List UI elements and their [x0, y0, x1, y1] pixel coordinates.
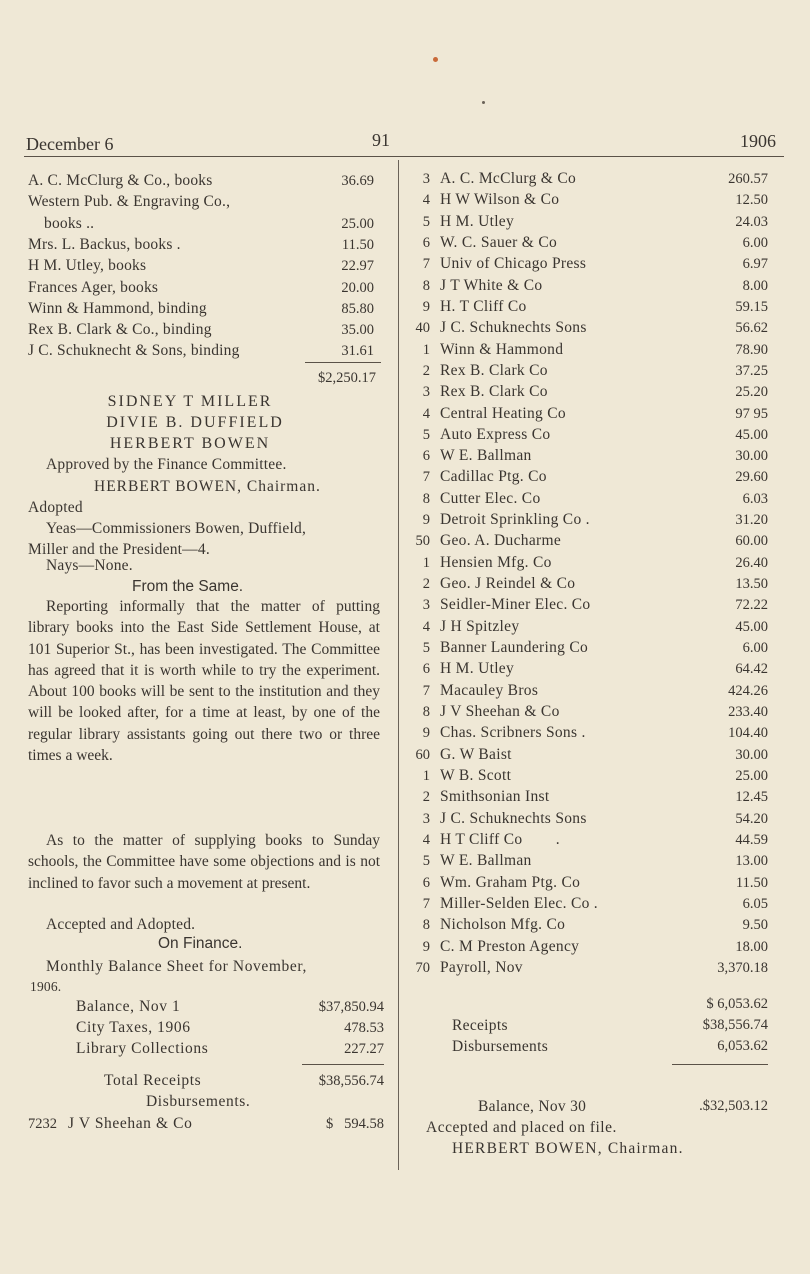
left-bill-name: Mrs. L. Backus, books .: [28, 236, 181, 253]
balance-sheet-year: 1906.: [30, 979, 62, 994]
disb-payee: H. T Cliff Co: [440, 298, 527, 315]
disb-code: 9: [422, 939, 430, 955]
disb-amount: 45.00: [735, 619, 768, 635]
disb-amount: 44.59: [735, 832, 768, 848]
left-bill-name: books ..: [44, 215, 95, 232]
disb-amount: 9.50: [742, 917, 768, 933]
disb-code: 4: [422, 619, 430, 635]
receipt-label: City Taxes, 1906: [76, 1019, 191, 1036]
left-sum-rule: [305, 362, 381, 363]
disb-amount: 26.40: [735, 555, 768, 571]
disb-code: 1: [422, 555, 430, 571]
disb-code: 50: [415, 533, 430, 549]
disb-amount: 104.40: [728, 725, 768, 741]
left-bill-amount: 36.69: [341, 173, 374, 189]
disb-payee: W B. Scott: [440, 767, 512, 784]
disb-amount: 18.00: [735, 939, 768, 955]
left-bill-name: Frances Ager, books: [28, 279, 159, 296]
disb-code: 5: [422, 640, 430, 656]
left-bill-amount: 31.61: [341, 343, 374, 359]
disb-code: 8: [422, 491, 430, 507]
disb-code: 7: [422, 683, 430, 699]
signatory-bowen: HERBERT BOWEN: [109, 435, 271, 452]
disb-code: 8: [422, 917, 430, 933]
disb-payee: Central Heating Co: [440, 405, 566, 422]
disb-code: 60: [415, 747, 430, 763]
disb-payee: Univ of Chicago Press: [440, 255, 587, 272]
right-subtotal: $ 6,053.62: [706, 996, 768, 1012]
disb-amount: 13.50: [735, 576, 768, 592]
disb-amount: 260.57: [728, 171, 768, 187]
disb-amount: 6.00: [742, 640, 768, 656]
ink-speck: [482, 101, 485, 104]
yeas-line-2: Miller and the President—4.: [28, 541, 210, 558]
accepted-adopted: Accepted and Adopted.: [46, 916, 196, 933]
disb-payee: Winn & Hammond: [440, 341, 564, 358]
disb-code: 9: [422, 299, 430, 315]
header-date: December 6: [26, 134, 114, 154]
disb-code: 1: [422, 342, 430, 358]
disb-payee: H W Wilson & Co: [440, 191, 560, 208]
left-bill-name: H M. Utley, books: [28, 257, 147, 274]
column-divider: [398, 160, 399, 1170]
disb-payee: Wm. Graham Ptg. Co: [440, 874, 581, 891]
disb-code: 8: [422, 278, 430, 294]
receipt-label: Library Collections: [76, 1040, 209, 1057]
disb-payee: A. C. McClurg & Co: [440, 170, 577, 187]
disb-code: 5: [422, 214, 430, 230]
disb-code: 40: [415, 320, 430, 336]
disb-code: 2: [422, 363, 430, 379]
disb-amount: 233.40: [728, 704, 768, 720]
receipts-amount: $38,556.74: [702, 1017, 768, 1033]
disb-code: 3: [422, 597, 430, 613]
from-same-heading: From the Same.: [132, 578, 244, 595]
disb-amount: 59.15: [735, 299, 768, 315]
disb-code: 4: [422, 406, 430, 422]
disb-code: 1: [422, 768, 430, 784]
disb-payee: J C. Schuknechts Sons: [440, 319, 587, 336]
balance-sheet-line: Monthly Balance Sheet for November,: [46, 958, 307, 975]
disb-amount: 29.60: [735, 469, 768, 485]
finance-heading: On Finance.: [158, 935, 243, 952]
disb-amount: 31.20: [735, 512, 768, 528]
disb-payee: G. W Baist: [440, 746, 512, 763]
receipts-label: Receipts: [452, 1017, 508, 1034]
disb-payee: J V Sheehan & Co: [440, 703, 560, 720]
disb-amount: 12.50: [735, 192, 768, 208]
disb-code: 7: [422, 256, 430, 272]
disb-amount: 6.00: [742, 235, 768, 251]
disb-amount: 78.90: [735, 342, 768, 358]
disb-payee: Miller-Selden Elec. Co .: [440, 895, 598, 912]
disb-payee: Nicholson Mfg. Co: [440, 916, 566, 933]
first-disb-amount: $ 594.58: [326, 1116, 384, 1132]
disb-code: 6: [422, 661, 430, 677]
disb-payee: J C. Schuknechts Sons: [440, 810, 587, 827]
receipt-amount: 227.27: [344, 1041, 384, 1057]
disb-payee: W E. Ballman: [440, 852, 532, 869]
left-bill-name: J C. Schuknecht & Sons, binding: [28, 342, 240, 359]
disb-amount: 25.00: [735, 768, 768, 784]
disb-amount: 6.97: [742, 256, 768, 272]
disb-payee: Cadillac Ptg. Co: [440, 468, 547, 485]
ink-speck: [433, 57, 438, 62]
disb-amount: 6.03: [742, 491, 768, 507]
total-receipts-label: Total Receipts: [104, 1072, 202, 1089]
disb-code: 70: [415, 960, 430, 976]
left-bill-amount: 20.00: [341, 280, 374, 296]
disb-code: 3: [422, 171, 430, 187]
disb-payee: Detroit Sprinkling Co .: [440, 511, 590, 528]
disb-amount: 30.00: [735, 448, 768, 464]
disb-code: 7: [422, 469, 430, 485]
disb-payee: Smithsonian Inst: [440, 788, 550, 805]
left-bill-name: Western Pub. & Engraving Co.,: [28, 193, 231, 210]
balance-amount: .$32,503.12: [699, 1098, 768, 1114]
disb-payee: Macauley Bros: [440, 682, 539, 699]
disbursements-amount: 6,053.62: [717, 1038, 768, 1054]
receipts-sum-rule: [302, 1064, 384, 1065]
left-bill-amount: 25.00: [341, 216, 374, 232]
disb-payee: Chas. Scribners Sons .: [440, 724, 586, 741]
left-bill-amount: 35.00: [341, 322, 374, 338]
left-bill-name: Winn & Hammond, binding: [28, 300, 207, 317]
disb-code: 5: [422, 427, 430, 443]
disb-code: 9: [422, 725, 430, 741]
disb-amount: 30.00: [735, 747, 768, 763]
disb-code: 5: [422, 853, 430, 869]
disb-amount: 97 95: [735, 406, 768, 422]
from-same-paragraph: Reporting informally that the matter of putting library books into the East Side Settlement House, at 101 Superior St., has been investigated. The Committee has agreed that it is worth while to try the experiment. About 100 books will be sent to the institution and they will be looked after, for a time at least, by one of the regular library assistants going out there two or three times a week.: [28, 598, 380, 765]
disb-code: 6: [422, 235, 430, 251]
disb-payee: W E. Ballman: [440, 447, 532, 464]
disb-amount: 45.00: [735, 427, 768, 443]
yeas-line: Yeas—Commissioners Bowen, Duffield,: [46, 520, 307, 537]
approved-chairman: HERBERT BOWEN, Chairman.: [94, 478, 321, 495]
disb-payee: Seidler-Miner Elec. Co: [440, 596, 591, 613]
receipt-amount: $37,850.94: [318, 999, 384, 1015]
disb-payee: W. C. Sauer & Co: [440, 234, 558, 251]
first-disb-code: 7232: [28, 1116, 57, 1132]
balance-label: Balance, Nov 30: [478, 1098, 587, 1115]
disb-code: 9: [422, 512, 430, 528]
disbursements-label: Disbursements: [452, 1038, 549, 1055]
header-year: 1906: [740, 131, 776, 151]
disb-amount: 6.05: [742, 896, 768, 912]
disb-code: 3: [422, 811, 430, 827]
disb-payee: C. M Preston Agency: [440, 938, 580, 955]
disb-code: 8: [422, 704, 430, 720]
disb-amount: 3,370.18: [717, 960, 768, 976]
adopted-label: Adopted: [28, 499, 83, 516]
disb-amount: 72.22: [735, 597, 768, 613]
disb-code: 4: [422, 832, 430, 848]
disb-payee: Hensien Mfg. Co: [440, 554, 552, 571]
left-bill-amount: 85.80: [341, 301, 374, 317]
left-total: $2,250.17: [318, 370, 376, 386]
total-receipts-amount: $38,556.74: [318, 1073, 384, 1089]
disb-amount: 11.50: [735, 875, 768, 891]
disb-amount: 12.45: [735, 789, 768, 805]
receipt-label: Balance, Nov 1: [76, 998, 181, 1015]
disb-payee: H M. Utley: [440, 213, 515, 230]
header-rule: [24, 156, 784, 157]
disb-code: 6: [422, 875, 430, 891]
balance-sum-rule: [672, 1064, 768, 1065]
disb-payee: H T Cliff Co .: [440, 831, 560, 848]
first-disb-name: J V Sheehan & Co: [68, 1115, 193, 1132]
disb-payee: Banner Laundering Co: [440, 639, 589, 656]
disb-payee: J T White & Co: [440, 277, 543, 294]
sunday-schools-paragraph: As to the matter of supplying books to Sunday schools, the Committee have some objections and is not inclined to favor such a movement at present.: [28, 832, 380, 892]
disb-amount: 56.62: [735, 320, 768, 336]
disb-amount: 424.26: [728, 683, 768, 699]
approved-line: Approved by the Finance Committee.: [46, 456, 287, 473]
left-bill-amount: 11.50: [341, 237, 374, 253]
accepted-filed: Accepted and placed on file.: [426, 1119, 617, 1136]
disb-code: 2: [422, 789, 430, 805]
disbursements-heading: Disbursements.: [146, 1093, 251, 1110]
disb-amount: 60.00: [735, 533, 768, 549]
disb-amount: 13.00: [735, 853, 768, 869]
disb-payee: Rex B. Clark Co: [440, 362, 548, 379]
disb-amount: 64.42: [735, 661, 768, 677]
disb-amount: 24.03: [735, 214, 768, 230]
left-bill-amount: 22.97: [341, 258, 374, 274]
signatory-duffield: DIVIE B. DUFFIELD: [106, 414, 284, 431]
disb-code: 3: [422, 384, 430, 400]
disb-payee: Payroll, Nov: [440, 959, 523, 976]
left-bill-name: A. C. McClurg & Co., books: [28, 172, 213, 189]
disb-code: 2: [422, 576, 430, 592]
receipt-amount: 478.53: [344, 1020, 384, 1036]
disb-payee: Cutter Elec. Co: [440, 490, 541, 507]
disb-payee: H M. Utley: [440, 660, 515, 677]
disb-payee: Geo. J Reindel & Co: [440, 575, 576, 592]
disb-payee: Rex B. Clark Co: [440, 383, 548, 400]
disb-payee: Auto Express Co: [440, 426, 551, 443]
disb-code: 6: [422, 448, 430, 464]
disb-payee: Geo. A. Ducharme: [440, 532, 562, 549]
disb-code: 4: [422, 192, 430, 208]
disb-amount: 37.25: [735, 363, 768, 379]
disb-payee: J H Spitzley: [440, 618, 520, 635]
signatory-miller: SIDNEY T MILLER: [107, 393, 273, 410]
disb-amount: 54.20: [735, 811, 768, 827]
disb-code: 7: [422, 896, 430, 912]
disb-amount: 25.20: [735, 384, 768, 400]
right-chairman: HERBERT BOWEN, Chairman.: [452, 1140, 684, 1157]
nays-line: Nays—None.: [46, 557, 133, 574]
page-number: 91: [372, 130, 390, 150]
left-bill-name: Rex B. Clark & Co., binding: [28, 321, 212, 338]
disb-amount: 8.00: [742, 278, 768, 294]
